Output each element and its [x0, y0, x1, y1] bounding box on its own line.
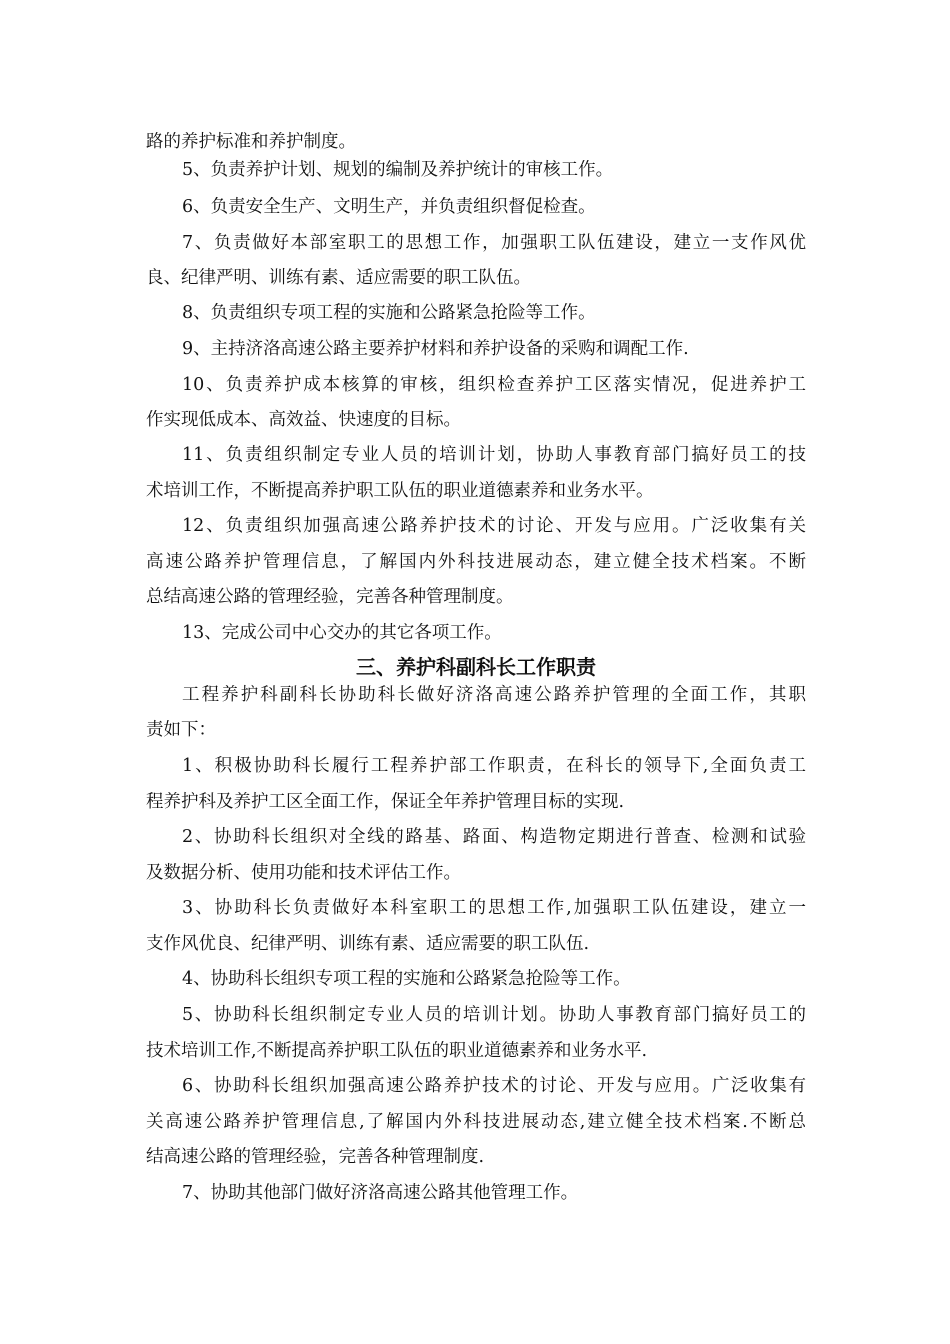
text-line: 4、协助科长组织专项工程的实施和公路紧急抢险等工作。 — [182, 969, 631, 989]
text-line: 5、协助科长组织制定专业人员的培训计划。协助人事教育部门搞好员工的 — [182, 1005, 806, 1025]
text-line: 作实现低成本、高效益、快速度的目标。 — [146, 410, 461, 430]
text-line: 路的养护标准和养护制度。 — [146, 132, 356, 152]
text-line: 7、负责做好本部室职工的思想工作，加强职工队伍建设，建立一支作风优 — [182, 233, 806, 253]
text-line: 结高速公路的管理经验，完善各种管理制度. — [146, 1147, 485, 1167]
text-line: 9、主持济洛高速公路主要养护材料和养护设备的采购和调配工作. — [182, 339, 689, 359]
text-line: 1、积极协助科长履行工程养护部工作职责，在科长的领导下,全面负责工 — [182, 756, 806, 776]
text-line: 13、完成公司中心交办的其它各项工作。 — [182, 623, 502, 643]
text-line: 2、协助科长组织对全线的路基、路面、构造物定期进行普查、检测和试验 — [182, 827, 806, 847]
text-line: 7、协助其他部门做好济洛高速公路其他管理工作。 — [182, 1183, 579, 1203]
text-line: 工程养护科副科长协助科长做好济洛高速公路养护管理的全面工作，其职 — [182, 685, 806, 705]
text-line: 术培训工作，不断提高养护职工队伍的职业道德素养和业务水平。 — [146, 481, 654, 501]
text-line: 支作风优良、纪律严明、训练有素、适应需要的职工队伍. — [146, 934, 590, 954]
text-line: 良、纪律严明、训练有素、适应需要的职工队伍。 — [146, 268, 531, 288]
text-line: 程养护科及养护工区全面工作，保证全年养护管理目标的实现. — [146, 792, 625, 812]
text-line: 6、协助科长组织加强高速公路养护技术的讨论、开发与应用。广泛收集有 — [182, 1076, 806, 1096]
text-line: 5、负责养护计划、规划的编制及养护统计的审核工作。 — [182, 160, 614, 180]
text-line: 高速公路养护管理信息，了解国内外科技进展动态，建立健全技术档案。不断 — [146, 552, 806, 572]
text-line: 10、负责养护成本核算的审核，组织检查养护工区落实情况，促进养护工 — [182, 375, 806, 395]
text-line: 技术培训工作,不断提高养护职工队伍的职业道德素养和业务水平. — [146, 1041, 648, 1061]
text-line: 11、负责组织制定专业人员的培训计划，协助人事教育部门搞好员工的技 — [182, 445, 806, 465]
text-line: 及数据分析、使用功能和技术评估工作。 — [146, 863, 461, 883]
text-line: 责如下： — [146, 720, 216, 740]
section-heading: 三、养护科副科长工作职责 — [356, 655, 596, 679]
text-line: 3、协助科长负责做好本科室职工的思想工作,加强职工队伍建设，建立一 — [182, 898, 806, 918]
text-line: 总结高速公路的管理经验，完善各种管理制度。 — [146, 587, 514, 607]
text-line: 关高速公路养护管理信息,了解国内外科技进展动态,建立健全技术档案.不断总 — [146, 1112, 806, 1132]
text-line: 6、负责安全生产、文明生产，并负责组织督促检查。 — [182, 197, 596, 217]
text-line: 12、负责组织加强高速公路养护技术的讨论、开发与应用。广泛收集有关 — [182, 516, 806, 536]
text-line: 8、负责组织专项工程的实施和公路紧急抢险等工作。 — [182, 303, 596, 323]
